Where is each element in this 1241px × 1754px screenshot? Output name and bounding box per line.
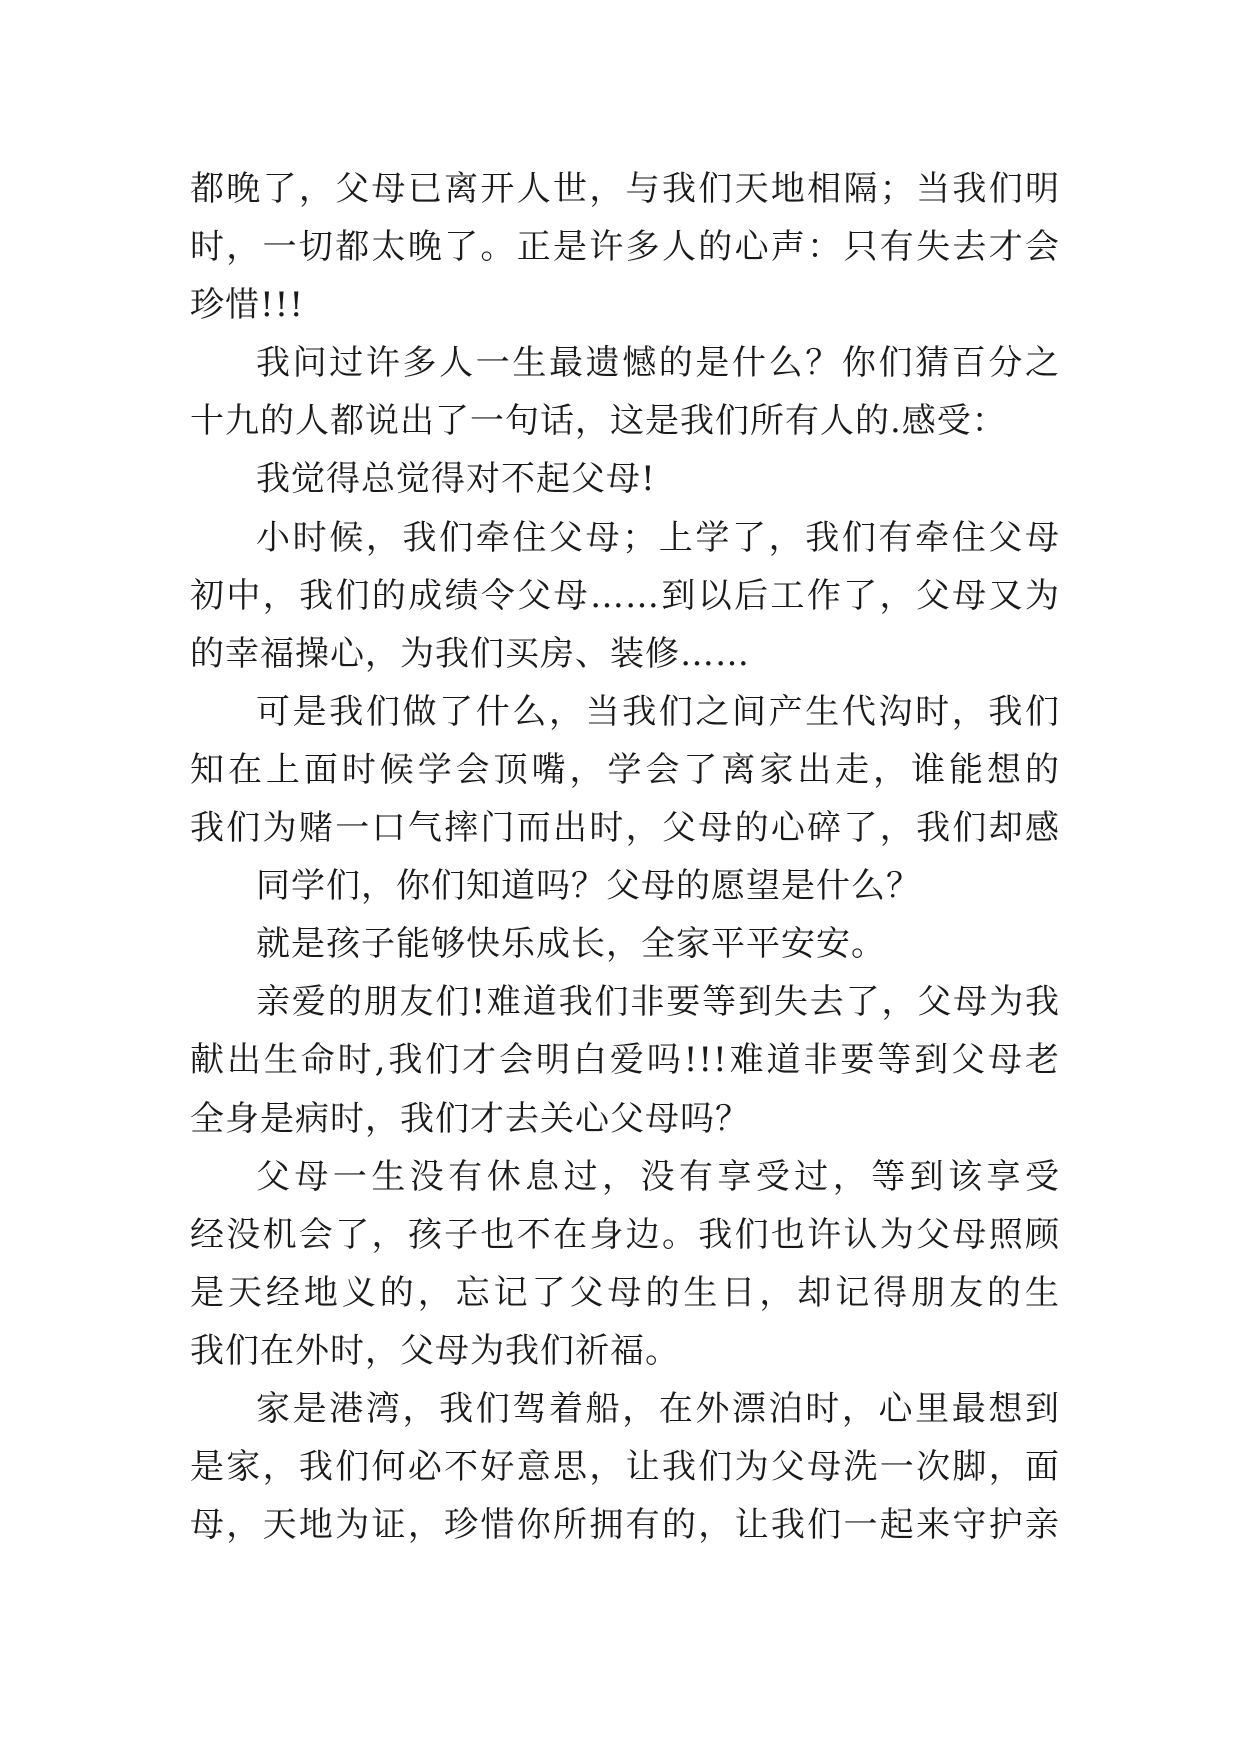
text-line: 全身是病时，我们才去关心父母吗？ [190, 1098, 750, 1139]
text-line: 经没机会了，孩子也不在身边。我们也许认为父母照顾 [190, 1214, 1060, 1255]
text-line: 小时候，我们牵住父母；上学了，我们有牵住父母 [256, 517, 1060, 558]
text-line: 我问过许多人一生最遗憾的是什么？你们猜百分之 [256, 343, 1060, 384]
text-line: 是天经地义的，忘记了父母的生日，却记得朋友的生 [190, 1272, 1060, 1313]
text-line: 可是我们做了什么，当我们之间产生代沟时，我们 [256, 691, 1060, 732]
text-line: 献出生命时,我们才会明白爱吗!!!难道非要等到父母老 [190, 1040, 1060, 1081]
text-line: 十九的人都说出了一句话，这是我们所有人的.感受： [190, 401, 1007, 442]
text-line: 父母一生没有休息过，没有享受过，等到该享受 [256, 1156, 1060, 1197]
text-line: 的幸福操心，为我们买房、装修…… [190, 633, 750, 674]
text-line: 时，一切都太晚了。正是许多人的心声：只有失去才会 [190, 227, 1060, 268]
text-line: 就是孩子能够快乐成长，全家平平安安。 [256, 924, 886, 965]
text-line: 我们为赌一口气摔门而出时，父母的心碎了，我们却感 [190, 808, 1060, 849]
text-line: 母，天地为证，珍惜你所拥有的，让我们一起来守护亲 [190, 1505, 1060, 1546]
text-line: 珍惜!!! [190, 285, 304, 326]
text-line: 都晚了，父母已离开人世，与我们天地相隔；当我们明 [190, 169, 1060, 209]
document-body [190, 160, 1060, 1554]
text-line: 知在上面时候学会顶嘴，学会了离家出走，谁能想的 [190, 749, 1060, 790]
text-line: 家是港湾，我们驾着船，在外漂泊时，心里最想到 [256, 1388, 1060, 1429]
text-line: 我们在外时，父母为我们祈福。 [190, 1330, 680, 1371]
text-line: 亲爱的朋友们!难道我们非要等到失去了，父母为我 [256, 982, 1060, 1023]
text-line: 是家，我们何必不好意思，让我们为父母洗一次脚，面 [190, 1447, 1060, 1488]
text-line: 我觉得总觉得对不起父母! [256, 459, 656, 500]
text-line: 同学们，你们知道吗？父母的愿望是什么？ [256, 866, 921, 907]
text-line: 初中，我们的成绩令父母……到以后工作了，父母又为 [190, 575, 1060, 616]
